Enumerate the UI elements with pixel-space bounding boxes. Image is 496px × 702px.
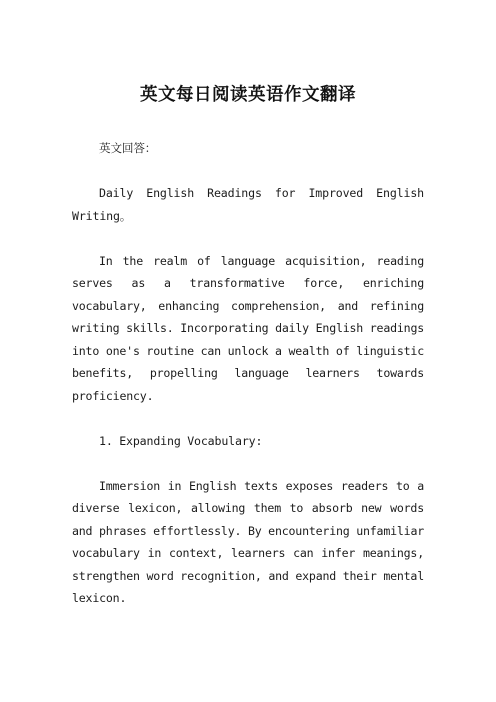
document-body — [72, 137, 424, 632]
document-title: 英文每日阅读英语作文翻译 — [140, 85, 356, 105]
essay-heading: Daily English Readings for Improved English Writing。 — [72, 186, 424, 223]
section-label-english-answer: 英文回答： — [99, 141, 157, 155]
section-heading-expanding-vocabulary: 1. Expanding Vocabulary: — [99, 433, 263, 448]
vocabulary-paragraph: Immersion in English texts exposes readers to a diverse lexicon, allowing them to absorb new words and phrases effortlessly. By encountering unfamiliar vocabulary in context, learners can infer meanings, strengthen word recognition, and expand their mental lexicon. — [72, 478, 424, 605]
intro-paragraph: In the realm of language acquisition, reading serves as a transformative force, enriching vocabulary, enhancing comprehension, and refining writing skills. Incorporating daily English readings into one's routine can unlock a wealth of linguistic benefits, propelling language learners towards proficiency. — [72, 253, 424, 403]
